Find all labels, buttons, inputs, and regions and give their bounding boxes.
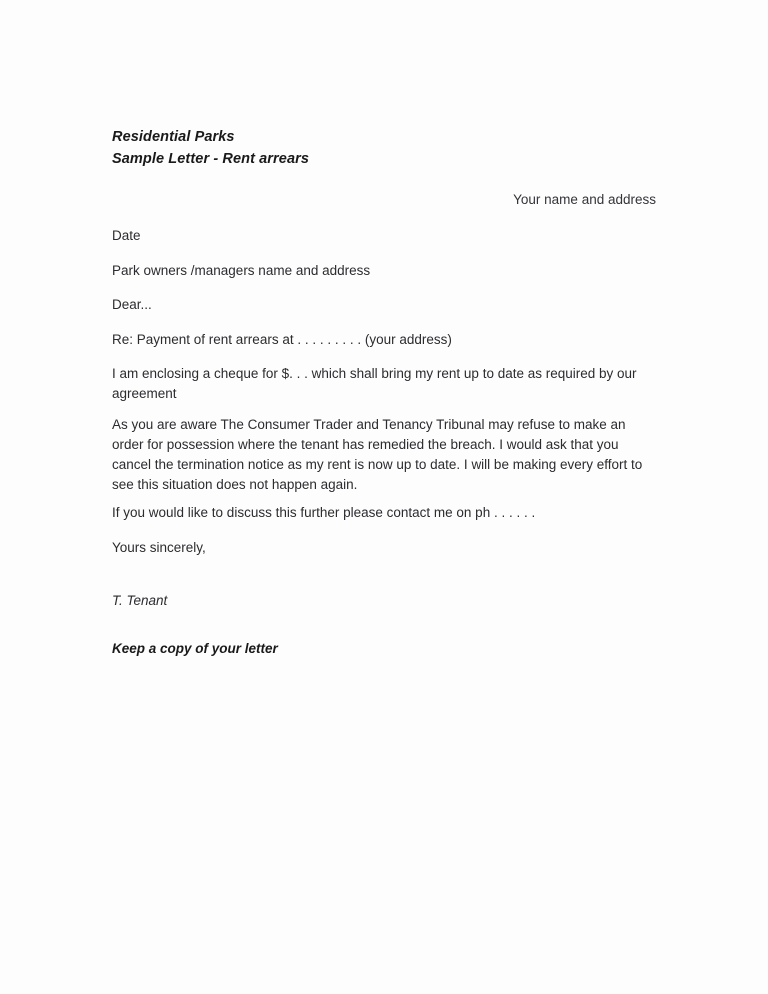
closing-line: Yours sincerely,	[112, 540, 206, 555]
heading-line-2: Sample Letter - Rent arrears	[112, 151, 310, 167]
sender-address-placeholder: Your name and address	[513, 192, 656, 207]
document-heading	[112, 126, 656, 170]
signature-name: T. Tenant	[112, 593, 168, 608]
paragraph-contact: If you would like to discuss this further please contact me on ph . . . . . .	[112, 505, 536, 520]
footnote-keep-copy: Keep a copy of your letter	[112, 641, 278, 656]
heading-line-1: Residential Parks	[112, 129, 235, 145]
recipient-address-line: Park owners /managers name and address	[112, 263, 371, 278]
paragraph-main: As you are aware The Consumer Trader and Tenancy Tribunal may refuse to make an order for possession where the tenant has remedied the breach. I would ask that you cancel the termination notice as my rent is now up to date. I will be making every effort to see this situation does not happen again.	[112, 417, 643, 492]
date-line: Date	[112, 228, 141, 243]
paragraph-cheque: I am enclosing a cheque for $. . . which shall bring my rent up to date as required by our agreement	[112, 366, 637, 401]
salutation-line: Dear...	[112, 297, 152, 312]
subject-line: Re: Payment of rent arrears at . . . . . . . . . (your address)	[112, 332, 452, 347]
